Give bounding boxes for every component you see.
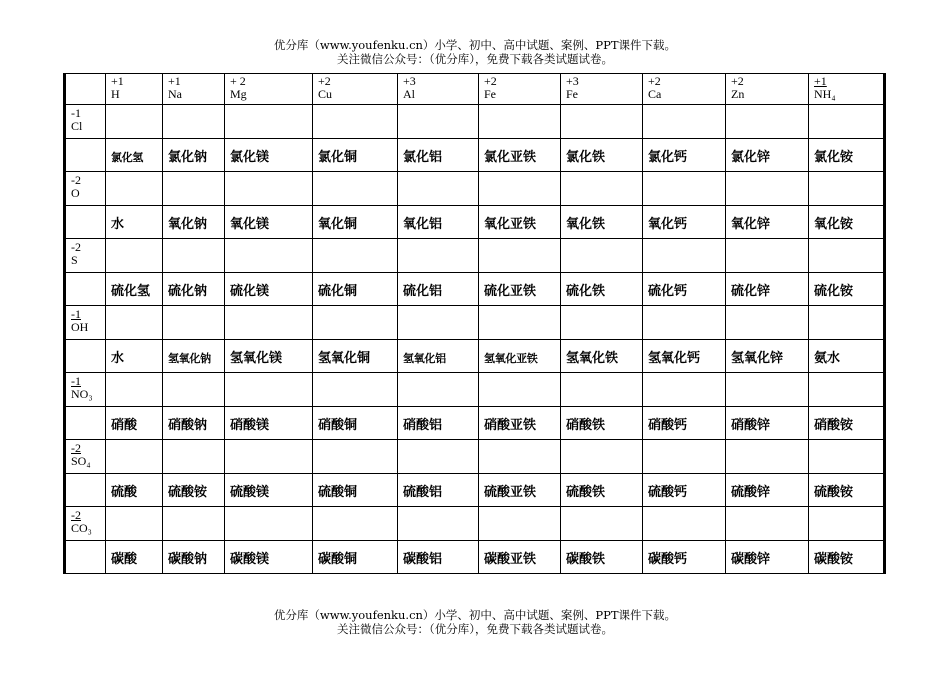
empty-cell: [726, 507, 809, 541]
compound-cell: [398, 206, 479, 239]
compound-name: 硝酸铵: [814, 417, 854, 433]
empty-cell: [809, 239, 885, 273]
empty-cell: [643, 373, 726, 407]
compound-cell: [809, 273, 885, 306]
empty-cell: [313, 172, 398, 206]
compound-name: 硝酸铝: [403, 417, 443, 433]
compound-name: 硝酸亚铁: [484, 417, 537, 433]
compound-name: 氢氧化铝: [403, 351, 446, 365]
empty-cell: [65, 206, 106, 239]
empty-cell: [106, 507, 163, 541]
compound-name: 碳酸铵: [814, 551, 854, 567]
compound-cell: [561, 407, 643, 440]
compound-name: 硫化钠: [168, 283, 208, 299]
anion-symbol: Cl: [71, 119, 83, 133]
compound-name: 氢氧化锌: [731, 350, 784, 366]
compound-cell: [561, 206, 643, 239]
empty-cell: [561, 373, 643, 407]
footer-line-1: 优分库（www.youfenku.cn）小学、初中、高中试题、案例、PPT课件下载。: [273, 608, 677, 622]
compound-name: 氯化铵: [814, 149, 854, 165]
anion-label-cell: [65, 440, 106, 474]
empty-cell: [479, 440, 561, 474]
anion-label-cell: [65, 172, 106, 206]
cation-symbol: Ca: [648, 87, 662, 101]
anion-symbol: SO₄: [71, 454, 91, 468]
empty-cell: [163, 172, 225, 206]
cation-valence: +2: [318, 74, 331, 88]
empty-cell: [726, 105, 809, 139]
empty-cell: [163, 373, 225, 407]
empty-cell: [561, 172, 643, 206]
compound-row: [65, 139, 885, 172]
compound-name: 氯化氢: [111, 150, 144, 164]
compound-name: 氢氧化亚铁: [484, 351, 538, 365]
compound-name: 碳酸铝: [403, 551, 443, 567]
compound-name: 硝酸锌: [731, 417, 771, 433]
empty-cell: [398, 105, 479, 139]
empty-cell: [225, 239, 313, 273]
empty-cell: [163, 306, 225, 340]
cation-symbol: Zn: [731, 87, 745, 101]
empty-cell: [643, 306, 726, 340]
compound-name: 碳酸: [111, 551, 138, 567]
compound-cell: [726, 206, 809, 239]
anion-symbol: S: [71, 253, 78, 267]
compound-cell: [163, 541, 225, 574]
anion-valence: -1: [71, 106, 81, 120]
anion-row: [65, 373, 885, 407]
cation-valence: +3: [566, 74, 579, 88]
compound-cell: [479, 273, 561, 306]
compound-name: 氧化镁: [230, 216, 270, 232]
cation-header-cell: [726, 74, 809, 105]
compound-cell: [809, 407, 885, 440]
compound-cell: [398, 407, 479, 440]
page-header: [0, 38, 950, 66]
compound-cell: [479, 541, 561, 574]
empty-cell: [225, 172, 313, 206]
empty-cell: [561, 507, 643, 541]
compound-name: 氯化镁: [230, 149, 270, 165]
empty-cell: [479, 306, 561, 340]
cation-symbol: H: [111, 87, 120, 101]
valence-compound-table: [63, 73, 886, 574]
compound-name: 氯化钠: [168, 149, 208, 165]
compound-name: 硫酸钙: [648, 484, 688, 500]
compound-name: 硝酸镁: [230, 417, 270, 433]
header-line-1: 优分库（www.youfenku.cn）小学、初中、高中试题、案例、PPT课件下载。: [273, 38, 677, 52]
cation-header-cell: [106, 74, 163, 105]
empty-cell: [65, 273, 106, 306]
footer-line-2: 关注微信公众号：（优分库），免费下载各类试题试卷。: [337, 622, 613, 636]
compound-name: 氯化铝: [403, 149, 443, 165]
compound-name: 氧化亚铁: [484, 216, 537, 232]
compound-cell: [398, 541, 479, 574]
empty-cell: [106, 105, 163, 139]
compound-name: 硝酸钙: [648, 417, 688, 433]
anion-label-cell: [65, 306, 106, 340]
compound-name: 硫酸亚铁: [484, 484, 537, 500]
compound-name: 氧化铵: [814, 216, 854, 232]
compound-cell: [106, 206, 163, 239]
empty-cell: [479, 105, 561, 139]
cation-symbol: Al: [403, 87, 415, 101]
compound-name: 硝酸铜: [318, 417, 358, 433]
compound-name: 氯化亚铁: [484, 149, 537, 165]
cation-header-cell: [225, 74, 313, 105]
compound-name: 硝酸铁: [566, 417, 606, 433]
compound-cell: [643, 340, 726, 373]
empty-cell: [643, 239, 726, 273]
cation-symbol: Fe: [484, 87, 496, 101]
empty-cell: [643, 507, 726, 541]
cation-symbol: Mg: [230, 87, 247, 101]
compound-row: [65, 340, 885, 373]
cation-valence: +2: [484, 74, 497, 88]
compound-cell: [163, 340, 225, 373]
cation-header-cell: [643, 74, 726, 105]
compound-name: 硫化铜: [318, 283, 358, 299]
compound-name: 氧化钙: [648, 216, 688, 232]
compound-cell: [561, 541, 643, 574]
compound-name: 硫化铵: [814, 283, 854, 299]
empty-cell: [65, 474, 106, 507]
compound-name: 硫化铝: [403, 283, 443, 299]
compound-row: [65, 407, 885, 440]
compound-cell: [106, 139, 163, 172]
empty-cell: [313, 105, 398, 139]
compound-cell: [479, 407, 561, 440]
compound-cell: [809, 139, 885, 172]
page-footer: [0, 608, 950, 636]
cation-symbol: Fe: [566, 87, 578, 101]
compound-name: 氯化铁: [566, 149, 606, 165]
anion-row: [65, 306, 885, 340]
cation-valence: +2: [648, 74, 661, 88]
compound-name: 硫酸锌: [731, 484, 771, 500]
compound-cell: [163, 273, 225, 306]
compound-cell: [726, 139, 809, 172]
anion-valence: -2: [71, 508, 81, 522]
compound-name: 氯化铜: [318, 149, 358, 165]
anion-label-cell: [65, 373, 106, 407]
empty-cell: [398, 306, 479, 340]
empty-cell: [809, 172, 885, 206]
compound-name: 硫化亚铁: [484, 283, 537, 299]
compound-cell: [561, 273, 643, 306]
empty-cell: [643, 440, 726, 474]
compound-cell: [106, 474, 163, 507]
empty-cell: [225, 440, 313, 474]
empty-cell: [313, 440, 398, 474]
compound-cell: [809, 206, 885, 239]
compound-cell: [726, 340, 809, 373]
compound-cell: [479, 139, 561, 172]
empty-cell: [398, 239, 479, 273]
compound-cell: [643, 407, 726, 440]
empty-cell: [809, 507, 885, 541]
compound-cell: [225, 206, 313, 239]
empty-cell: [561, 306, 643, 340]
empty-cell: [561, 239, 643, 273]
cation-header-cell: [398, 74, 479, 105]
compound-name: 氢氧化钠: [168, 351, 211, 365]
empty-cell: [479, 239, 561, 273]
anion-valence: -2: [71, 441, 81, 455]
empty-cell: [561, 440, 643, 474]
compound-cell: [225, 273, 313, 306]
compound-cell: [225, 541, 313, 574]
compound-cell: [561, 340, 643, 373]
empty-cell: [225, 507, 313, 541]
anion-row: [65, 507, 885, 541]
empty-cell: [106, 306, 163, 340]
cation-header-cell: [809, 74, 885, 105]
compound-cell: [726, 273, 809, 306]
compound-name: 硫酸镁: [230, 484, 270, 500]
compound-name: 硫化铁: [566, 283, 606, 299]
empty-cell: [479, 507, 561, 541]
empty-cell: [726, 239, 809, 273]
compound-cell: [313, 273, 398, 306]
compound-cell: [398, 139, 479, 172]
compound-name: 氢氧化钙: [648, 350, 701, 366]
compound-name: 氢氧化铜: [318, 350, 371, 366]
compound-row: [65, 474, 885, 507]
anion-valence: -1: [71, 374, 81, 388]
empty-cell: [398, 172, 479, 206]
empty-cell: [313, 507, 398, 541]
anion-label-cell: [65, 507, 106, 541]
compound-cell: [225, 340, 313, 373]
compound-cell: [313, 340, 398, 373]
compound-cell: [163, 407, 225, 440]
compound-name: 碳酸钙: [648, 551, 688, 567]
cation-symbol: NH₄: [814, 87, 836, 101]
compound-cell: [313, 541, 398, 574]
compound-cell: [561, 139, 643, 172]
compound-cell: [313, 474, 398, 507]
empty-cell: [643, 105, 726, 139]
compound-row: [65, 273, 885, 306]
cation-header-cell: [313, 74, 398, 105]
empty-cell: [225, 105, 313, 139]
compound-cell: [163, 474, 225, 507]
empty-cell: [809, 440, 885, 474]
anion-symbol: NO₃: [71, 387, 93, 401]
anion-label-cell: [65, 239, 106, 273]
compound-cell: [643, 273, 726, 306]
empty-cell: [643, 172, 726, 206]
compound-name: 氨水: [814, 350, 841, 366]
empty-cell: [561, 105, 643, 139]
cation-valence: +1: [111, 74, 124, 88]
empty-cell: [65, 139, 106, 172]
empty-cell: [65, 407, 106, 440]
cation-valence: +1: [814, 74, 827, 88]
compound-name: 氯化锌: [731, 149, 771, 165]
compound-name: 水: [111, 216, 125, 232]
anion-symbol: CO₃: [71, 521, 92, 535]
anion-symbol: O: [71, 186, 80, 200]
anion-symbol: OH: [71, 320, 89, 334]
empty-cell: [225, 306, 313, 340]
compound-cell: [225, 139, 313, 172]
compound-cell: [809, 541, 885, 574]
compound-name: 硫化镁: [230, 283, 270, 299]
empty-cell: [313, 306, 398, 340]
anion-row: [65, 105, 885, 139]
compound-cell: [106, 340, 163, 373]
compound-cell: [643, 139, 726, 172]
compound-cell: [479, 474, 561, 507]
compound-cell: [313, 407, 398, 440]
anion-valence: -2: [71, 173, 81, 187]
compound-cell: [398, 273, 479, 306]
cation-symbol: Cu: [318, 87, 333, 101]
cation-valence: + 2: [230, 74, 246, 88]
empty-cell: [726, 172, 809, 206]
compound-name: 碳酸铁: [566, 551, 606, 567]
compound-name: 硫化氢: [111, 283, 151, 299]
compound-name: 氧化锌: [731, 216, 771, 232]
compound-cell: [726, 474, 809, 507]
compound-cell: [809, 340, 885, 373]
compound-cell: [479, 340, 561, 373]
empty-cell: [726, 440, 809, 474]
anion-valence: -1: [71, 307, 81, 321]
cation-valence: +3: [403, 74, 416, 88]
empty-cell: [809, 306, 885, 340]
compound-name: 硫酸铜: [318, 484, 358, 500]
compound-name: 氧化铝: [403, 216, 443, 232]
empty-cell: [106, 440, 163, 474]
compound-name: 硫化钙: [648, 283, 688, 299]
empty-cell: [106, 239, 163, 273]
compound-name: 碳酸镁: [230, 551, 270, 567]
compound-cell: [643, 206, 726, 239]
compound-name: 碳酸铜: [318, 551, 358, 567]
compound-cell: [106, 407, 163, 440]
compound-cell: [163, 206, 225, 239]
anion-valence: -2: [71, 240, 81, 254]
cation-header-cell: [163, 74, 225, 105]
cation-valence: +2: [731, 74, 744, 88]
compound-cell: [561, 474, 643, 507]
cation-valence: +1: [168, 74, 181, 88]
compound-name: 硫酸: [111, 484, 138, 500]
empty-cell: [398, 507, 479, 541]
compound-name: 碳酸钠: [168, 551, 208, 567]
compound-name: 碳酸亚铁: [484, 551, 537, 567]
empty-cell: [163, 105, 225, 139]
compound-name: 氢氧化铁: [566, 350, 619, 366]
compound-cell: [479, 206, 561, 239]
compound-cell: [398, 340, 479, 373]
compound-cell: [726, 541, 809, 574]
empty-cell: [163, 507, 225, 541]
compound-name: 水: [111, 350, 125, 366]
empty-cell: [398, 373, 479, 407]
compound-cell: [106, 541, 163, 574]
corner-cell: [65, 74, 106, 105]
empty-cell: [809, 373, 885, 407]
compound-cell: [726, 407, 809, 440]
compound-name: 硫酸铝: [403, 484, 443, 500]
compound-name: 硝酸: [111, 417, 138, 433]
empty-cell: [726, 373, 809, 407]
compound-cell: [809, 474, 885, 507]
compound-row: [65, 206, 885, 239]
compound-name: 氧化铁: [566, 216, 606, 232]
compound-cell: [225, 407, 313, 440]
cation-symbol: Na: [168, 87, 182, 101]
compound-cell: [643, 541, 726, 574]
empty-cell: [313, 239, 398, 273]
empty-cell: [313, 373, 398, 407]
header-line-2: 关注微信公众号：（优分库），免费下载各类试题试卷。: [337, 52, 613, 66]
empty-cell: [163, 239, 225, 273]
empty-cell: [106, 373, 163, 407]
compound-name: 硝酸钠: [168, 417, 208, 433]
compound-cell: [106, 273, 163, 306]
compound-name: 氢氧化镁: [230, 350, 283, 366]
compound-name: 硫酸铵: [814, 484, 854, 500]
anion-label-cell: [65, 105, 106, 139]
compound-cell: [643, 474, 726, 507]
compound-name: 氧化铜: [318, 216, 358, 232]
anion-row: [65, 239, 885, 273]
empty-cell: [479, 172, 561, 206]
compound-name: 硫酸铁: [566, 484, 606, 500]
empty-cell: [65, 340, 106, 373]
compound-cell: [163, 139, 225, 172]
compound-row: [65, 541, 885, 574]
compound-cell: [313, 139, 398, 172]
cation-header-row: [65, 74, 885, 105]
empty-cell: [809, 105, 885, 139]
compound-name: 氯化钙: [648, 149, 688, 165]
compound-cell: [225, 474, 313, 507]
anion-row: [65, 440, 885, 474]
compound-cell: [398, 474, 479, 507]
compound-name: 氧化钠: [168, 216, 208, 232]
empty-cell: [225, 373, 313, 407]
empty-cell: [398, 440, 479, 474]
empty-cell: [106, 172, 163, 206]
anion-row: [65, 172, 885, 206]
compound-name: 碳酸锌: [731, 551, 771, 567]
empty-cell: [163, 440, 225, 474]
empty-cell: [65, 541, 106, 574]
compound-cell: [313, 206, 398, 239]
compound-name: 硫化锌: [731, 283, 771, 299]
cation-header-cell: [479, 74, 561, 105]
cation-header-cell: [561, 74, 643, 105]
empty-cell: [479, 373, 561, 407]
compound-name: 硫酸铵: [168, 484, 208, 500]
empty-cell: [726, 306, 809, 340]
